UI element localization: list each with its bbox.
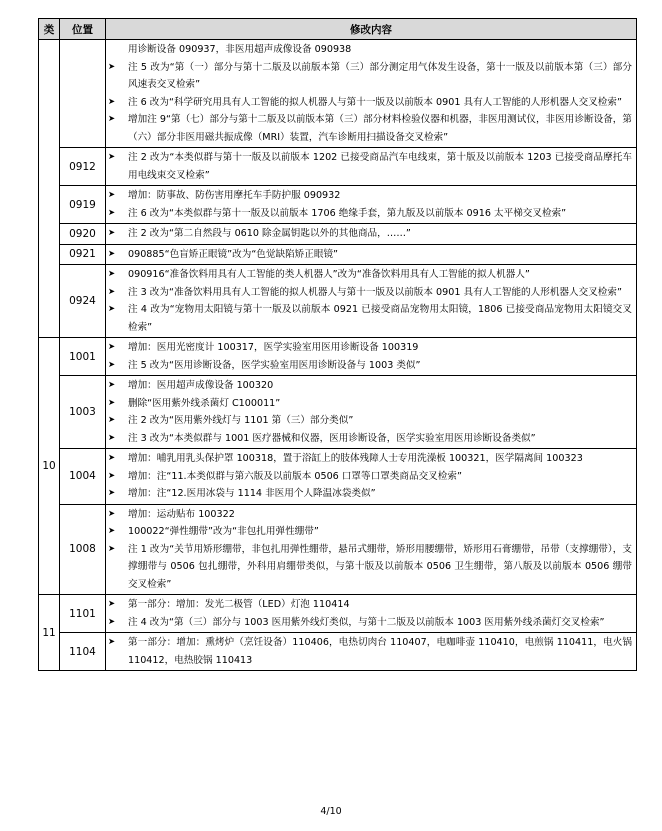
amendment-table: [38, 18, 637, 671]
position-cell: 0924: [60, 265, 106, 338]
header-position: 位置: [60, 19, 106, 40]
amendment-table-container: [38, 18, 636, 671]
amendment-item: [108, 450, 632, 468]
amendment-item: [108, 506, 632, 524]
bullet-arrow-icon: ➤: [108, 599, 116, 609]
amendment-text: 删除“医用紫外线杀菌灯 C100011”: [128, 397, 281, 409]
amendment-text: 注 2 改为“医用紫外线灯与 1101 第（三）部分类似”: [128, 415, 354, 426]
amendment-item: [108, 246, 632, 264]
amendment-item: [108, 523, 632, 541]
content-cell: [106, 244, 637, 265]
content-cell: [106, 148, 637, 186]
amendment-item: [108, 111, 632, 146]
table-body: [39, 40, 637, 671]
amendment-item: [108, 94, 632, 112]
content-cell: [106, 449, 637, 505]
header-content: 修改内容: [106, 19, 637, 40]
amendment-item: [108, 205, 632, 223]
position-cell: 1003: [60, 376, 106, 449]
content-cell: [106, 338, 637, 376]
bullet-arrow-icon: ➤: [108, 152, 116, 162]
bullet-arrow-icon: ➤: [108, 488, 116, 498]
position-cell: 1001: [60, 338, 106, 376]
position-cell: 0919: [60, 186, 106, 224]
table-row: [39, 633, 637, 671]
bullet-arrow-icon: ➤: [108, 380, 116, 390]
content-cell: [106, 40, 637, 148]
amendment-text: 增加：运动贴布 100322: [128, 508, 235, 520]
amendment-item: [108, 541, 632, 594]
content-cell: [106, 265, 637, 338]
category-cell: 10: [39, 338, 60, 595]
amendment-text: 注 3 改为“准备饮料用具有人工智能的拟人机器人与第十一版及以前版本 0901 具有人工智能的人形机器人交叉检索”: [128, 286, 622, 298]
table-row: [39, 504, 637, 595]
amendment-item: [108, 468, 632, 486]
table-header-row: [39, 19, 637, 40]
amendment-item: [108, 59, 632, 94]
content-cell: [106, 224, 637, 245]
amendment-text: 注 4 改为“宠物用太阳镜与第十一版及以前版本 0921 已接受商品宠物用太阳镜，1806 已接受商品宠物用太阳镜交叉检索”: [128, 304, 632, 333]
bullet-arrow-icon: ➤: [108, 359, 116, 370]
amendment-item: [108, 596, 632, 614]
amendment-text: 注 6 改为“科学研究用具有人工智能的拟人机器人与第十一版及以前版本 0901 具有人工智能的人形机器人交叉检索”: [128, 96, 622, 108]
table-row: [39, 449, 637, 505]
content-cell: [106, 633, 637, 671]
category-cell: 11: [39, 595, 60, 671]
amendment-text: 增加：医用超声成像设备 100320: [128, 380, 274, 391]
bullet-arrow-icon: ➤: [108, 286, 116, 297]
amendment-item: [108, 339, 632, 357]
table-row: [39, 40, 637, 148]
amendment-text: 注 3 改为“本类似群与 1001 医疗器械和仪器，医用诊断设备，医学实验室用医用诊断设备类似”: [128, 432, 536, 444]
bullet-arrow-icon: ➤: [108, 207, 116, 218]
content-cell: [106, 595, 637, 633]
amendment-text: 注 4 改为“第（三）部分与 1003 医用紫外线灯类似，与第十二版及以前版本 1003 医用紫外线杀菌灯交叉检索”: [128, 616, 605, 628]
table-row: [39, 376, 637, 449]
amendment-text: 增加：医用光密度计 100317，医学实验室用医用诊断设备 100319: [128, 342, 419, 353]
content-cell: [106, 376, 637, 449]
amendment-text: 注 5 改为“医用诊断设备，医学实验室用医用诊断设备与 1003 类似”: [128, 359, 421, 371]
table-row: [39, 338, 637, 376]
amendment-item: [108, 614, 632, 632]
bullet-arrow-icon: ➤: [108, 526, 116, 536]
table-row: [39, 224, 637, 245]
header-category: 类: [39, 19, 60, 40]
category-cell: [39, 40, 60, 338]
amendment-text: 注 1 改为“关节用矫形绷带，非包扎用弹性绷带，悬吊式绷带，矫形用腰绷带，矫形用石膏绷带，吊带（支撑绷带），支撑绷带与 0506 包扎绷带，外科用肩绷带类似，与第十版及以前版本 0506 卫生绷带，第八版及以前版本 0506 绷带交叉检索”: [128, 543, 632, 590]
bullet-arrow-icon: ➤: [108, 114, 116, 124]
bullet-arrow-icon: ➤: [108, 616, 116, 627]
position-cell: 1101: [60, 595, 106, 633]
bullet-arrow-icon: ➤: [108, 453, 116, 463]
position-cell: 0920: [60, 224, 106, 245]
bullet-arrow-icon: ➤: [108, 190, 116, 200]
amendment-item: [108, 485, 632, 503]
bullet-arrow-icon: ➤: [108, 432, 116, 443]
position-cell: 0921: [60, 244, 106, 265]
bullet-arrow-icon: ➤: [108, 228, 116, 238]
table-row: [39, 595, 637, 633]
amendment-item: [108, 41, 632, 59]
position-cell: 1008: [60, 504, 106, 595]
amendment-text: 增加注 9“第（七）部分与第十二版及以前版本第（三）部分材料检验仪器和机器，非医用测试仪，非医用诊断设备，第（六）部分非医用磁共振成像（MRI）装置，汽车诊断用扫描设备交叉检索”: [128, 114, 632, 143]
table-row: [39, 186, 637, 224]
amendment-item: [108, 357, 632, 375]
bullet-arrow-icon: ➤: [108, 96, 116, 107]
amendment-item: [108, 149, 632, 184]
amendment-text: 第一部分：增加：发光二极管（LED）灯泡 110414: [128, 599, 350, 610]
bullet-arrow-icon: ➤: [108, 304, 116, 314]
amendment-item: [108, 266, 632, 284]
table-row: [39, 265, 637, 338]
amendment-item: [108, 284, 632, 302]
bullet-arrow-icon: ➤: [108, 415, 116, 425]
bullet-arrow-icon: ➤: [108, 248, 116, 259]
amendment-item: [108, 430, 632, 448]
amendment-item: [108, 412, 632, 430]
amendment-text: 第一部分：增加：熏烤炉（烹饪设备）110406，电热切肉台 110407，电咖啡壶 110410，电煎锅 110411，电火锅 110412，电热胶锅 110413: [128, 637, 632, 666]
amendment-item: [108, 225, 632, 243]
amendment-item: [108, 187, 632, 205]
position-cell: [60, 40, 106, 148]
position-cell: 1004: [60, 449, 106, 505]
amendment-text: 注 6 改为“本类似群与第十一版及以前版本 1706 绝缘手套，第九版及以前版本 0916 太平梯交叉检索”: [128, 207, 567, 219]
content-cell: [106, 186, 637, 224]
amendment-item: [108, 395, 632, 413]
amendment-item: [108, 301, 632, 336]
amendment-text: 增加：防事故、防伤害用摩托车手防护服 090932: [128, 190, 341, 201]
amendment-text: 注 2 改为“本类似群与第十一版及以前版本 1202 已接受商品汽车电线束，第十版及以前版本 1203 已接受商品摩托车用电线束交叉检索”: [128, 152, 632, 181]
amendment-text: 用诊断设备 090937，非医用超声成像设备 090938: [128, 44, 352, 55]
amendment-text: 注 5 改为“第（一）部分与第十二版及以前版本第（三）部分测定用气体发生设备，第十一版及以前版本第（三）部分风速表交叉检索”: [128, 61, 632, 90]
page-number: 4/10: [320, 806, 342, 817]
amendment-text: 增加：注“12.医用冰袋与 1114 非医用个人降温冰袋类似”: [128, 488, 376, 499]
bullet-arrow-icon: ➤: [108, 269, 116, 279]
table-row: [39, 244, 637, 265]
bullet-arrow-icon: ➤: [108, 342, 116, 352]
bullet-arrow-icon: ➤: [108, 508, 116, 519]
amendment-text: 090916“准备饮料用具有人工智能的类人机器人”改为“准备饮料用具有人工智能的拟人机器人”: [128, 269, 530, 280]
amendment-text: 注 2 改为“第二自然段与 0610 除金属钥匙以外的其他商品，……”: [128, 228, 411, 239]
bullet-arrow-icon: ➤: [108, 543, 116, 554]
position-cell: 1104: [60, 633, 106, 671]
amendment-text: 100022“弹性绷带”改为“非包扎用弹性绷带”: [128, 526, 319, 537]
bullet-arrow-icon: ➤: [108, 397, 116, 408]
amendment-item: [108, 377, 632, 395]
bullet-arrow-icon: ➤: [108, 470, 116, 481]
amendment-text: 增加：注“11.本类似群与第六版及以前版本 0506 口罩等口罩类商品交叉检索”: [128, 470, 462, 482]
bullet-arrow-icon: ➤: [108, 61, 116, 72]
table-row: [39, 148, 637, 186]
amendment-text: 增加：哺乳用乳头保护罩 100318，置于浴缸上的肢体残障人士专用洗澡板 100321，医学隔离间 100323: [128, 453, 583, 464]
bullet-arrow-icon: ➤: [108, 637, 116, 647]
amendment-item: [108, 634, 632, 669]
position-cell: 0912: [60, 148, 106, 186]
content-cell: [106, 504, 637, 595]
amendment-text: 090885“色盲矫正眼镜”改为“色觉缺陷矫正眼镜”: [128, 248, 339, 260]
